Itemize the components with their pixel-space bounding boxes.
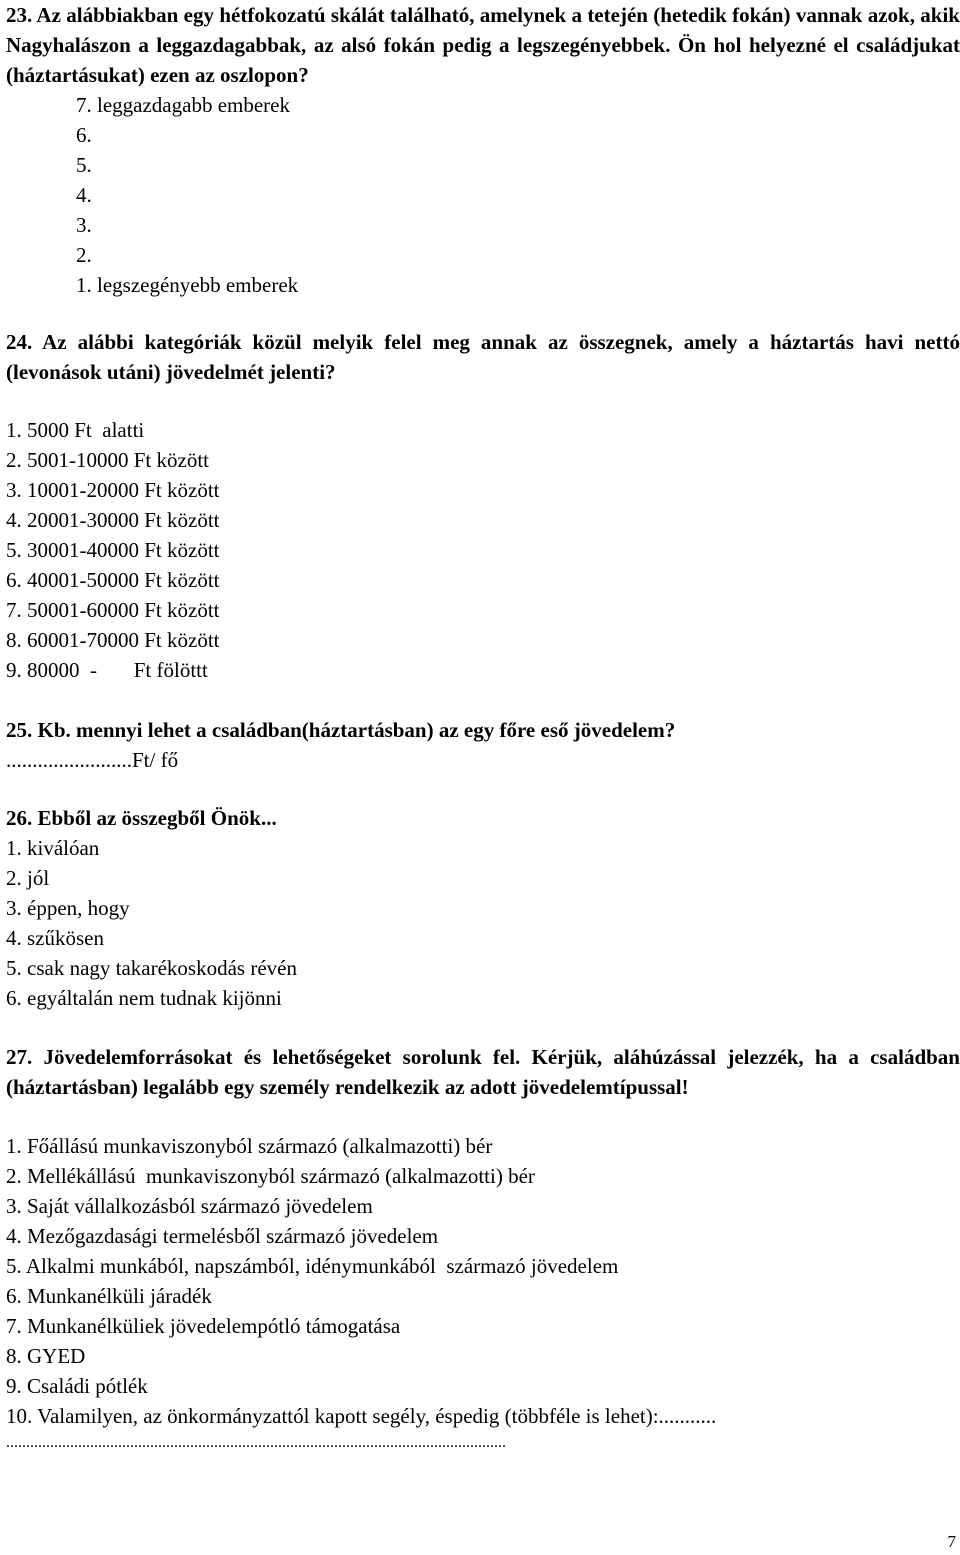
option-item: 6. Munkanélküli járadék bbox=[6, 1284, 212, 1308]
question-24 bbox=[6, 327, 960, 387]
option-item: 3. bbox=[76, 213, 92, 237]
option-item: 5. bbox=[76, 153, 92, 177]
question-27-text bbox=[6, 1042, 960, 1102]
option-item: 3. éppen, hogy bbox=[6, 896, 130, 920]
option-item: 9. 80000 - Ft fölöttt bbox=[6, 658, 208, 682]
question-25 bbox=[6, 715, 960, 775]
option-item: 2. Mellékállású munkaviszonyból származó (alkalmazotti) bér bbox=[6, 1164, 535, 1188]
option-item: 7. leggazdagabb emberek bbox=[76, 93, 290, 117]
page-number: 7 bbox=[947, 1532, 956, 1551]
option-item: 1. kiválóan bbox=[6, 836, 100, 860]
option-item: 5. Alkalmi munkából, napszámból, idénymunkából származó jövedelem bbox=[6, 1254, 619, 1278]
option-item: 3. Saját vállalkozásból származó jövedelem bbox=[6, 1194, 373, 1218]
option-item: 7. Munkanélküliek jövedelempótló támogatása bbox=[6, 1314, 401, 1338]
option-item: 6. 40001-50000 Ft között bbox=[6, 568, 220, 592]
option-item: 9. Családi pótlék bbox=[6, 1374, 148, 1398]
question-27-options bbox=[6, 1131, 960, 1455]
question-23 bbox=[6, 0, 960, 300]
option-item: 1. Főállású munkaviszonyból származó (alkalmazotti) bér bbox=[6, 1134, 493, 1158]
question-25-text: 25. Kb. mennyi lehet a családban(háztartásban) az egy főre eső jövedelem? bbox=[6, 718, 676, 742]
option-item: 5. csak nagy takarékoskodás révén bbox=[6, 956, 297, 980]
option-item: 2. jól bbox=[6, 866, 50, 890]
question-24-text: 24. Az alábbi kategóriák közül melyik felel meg annak az összegnek, amely a háztartás havi nettó (levonások utáni) jövedelmét jelenti? bbox=[6, 330, 960, 384]
option-item: 8. GYED bbox=[6, 1344, 86, 1368]
question-24-options bbox=[6, 415, 960, 685]
option-item: 4. szűkösen bbox=[6, 926, 104, 950]
option-item-other[interactable]: 10. Valamilyen, az önkormányzattól kapott segély, éspedig (többféle is lehet):........... bbox=[6, 1404, 717, 1428]
option-item: 1. 5000 Ft alatti bbox=[6, 418, 145, 442]
option-item: 1. legszegényebb emberek bbox=[76, 273, 299, 297]
option-item: 2. 5001-10000 Ft között bbox=[6, 448, 209, 472]
option-item: 4. Mezőgazdasági termelésből származó jövedelem bbox=[6, 1224, 439, 1248]
option-item: 8. 60001-70000 Ft között bbox=[6, 628, 220, 652]
option-item: 6. bbox=[76, 123, 92, 147]
option-item-other-continuation[interactable]: ............................................................................................................................. bbox=[6, 1434, 506, 1451]
question-25-answer-field[interactable]: ........................Ft/ fő bbox=[6, 748, 179, 772]
question-26 bbox=[6, 803, 960, 1013]
option-item: 5. 30001-40000 Ft között bbox=[6, 538, 220, 562]
question-23-text: 23. Az alábbiakban egy hétfokozatú skálát található, amelynek a tetején (hetedik fokán) vannak azok, akik Nagyhalászon a leggazdagabbak, az alsó fokán pedig a legszegényebbek. Ön hol helyezné el családjukat (háztartásukat) ezen az oszlopon? bbox=[6, 3, 960, 87]
option-item: 4. bbox=[76, 183, 92, 207]
question-26-text: 26. Ebből az összegből Önök... bbox=[6, 806, 277, 830]
option-item: 3. 10001-20000 Ft között bbox=[6, 478, 220, 502]
option-item: 2. bbox=[76, 243, 92, 267]
option-item: 7. 50001-60000 Ft között bbox=[6, 598, 220, 622]
question-27 bbox=[6, 1042, 960, 1102]
question-27-text-instruction: Kérjük, aláhúzással jelezzék, ha a családban (háztartásban) legalább egy személy rendelkezik az adott jövedelemtípussal! bbox=[6, 1045, 960, 1099]
question-27-text-lead: 27. Jövedelemforrásokat és lehetőségeket sorolunk fel. bbox=[6, 1045, 521, 1069]
option-item: 6. egyáltalán nem tudnak kijönni bbox=[6, 986, 282, 1010]
option-item: 4. 20001-30000 Ft között bbox=[6, 508, 220, 532]
question-23-options bbox=[6, 90, 960, 300]
